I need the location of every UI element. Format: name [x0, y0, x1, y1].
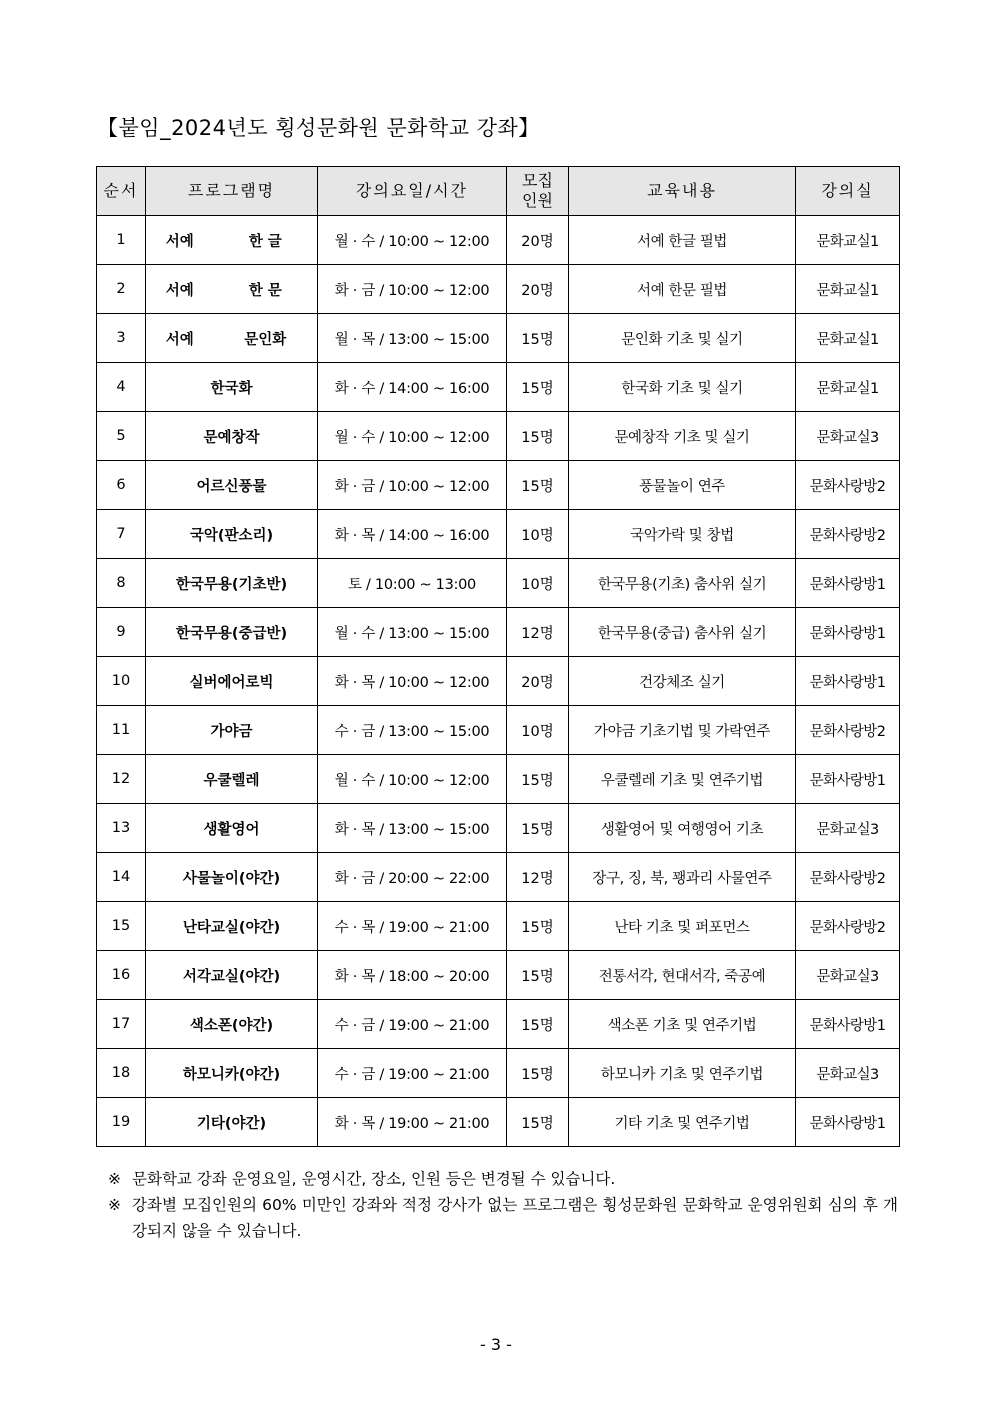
- content-cell: 기타 기초 및 연주기법: [569, 1098, 796, 1147]
- room-cell: 문화교실3: [796, 412, 900, 461]
- capacity-cell: 15명: [507, 314, 569, 363]
- program-subname: 한 글: [214, 216, 318, 265]
- program-name: 한국화: [146, 363, 318, 412]
- content-cell: 한국화 기초 및 실기: [569, 363, 796, 412]
- table-row: [97, 216, 900, 265]
- row-number: 11: [97, 706, 146, 755]
- program-category: 서예: [146, 265, 214, 314]
- room-cell: 문화사랑방1: [796, 657, 900, 706]
- schedule-cell: 월 · 수 / 10:00 ~ 12:00: [318, 755, 507, 804]
- row-number: 19: [97, 1098, 146, 1147]
- content-cell: 서예 한글 필법: [569, 216, 796, 265]
- capacity-cell: 20명: [507, 657, 569, 706]
- program-name: 사물놀이(야간): [146, 853, 318, 902]
- capacity-cell: 15명: [507, 363, 569, 412]
- schedule-cell: 화 · 목 / 13:00 ~ 15:00: [318, 804, 507, 853]
- table-row: [97, 608, 900, 657]
- room-cell: 문화교실3: [796, 951, 900, 1000]
- row-number: 16: [97, 951, 146, 1000]
- content-cell: 색소폰 기초 및 연주기법: [569, 1000, 796, 1049]
- room-cell: 문화사랑방2: [796, 706, 900, 755]
- row-number: 6: [97, 461, 146, 510]
- table-row: [97, 510, 900, 559]
- content-cell: 난타 기초 및 퍼포먼스: [569, 902, 796, 951]
- note-text: 문화학교 강좌 운영요일, 운영시간, 장소, 인원 등은 변경될 수 있습니다.: [132, 1170, 616, 1188]
- capacity-cell: 12명: [507, 608, 569, 657]
- row-number: 2: [97, 265, 146, 314]
- header-recruit: [507, 167, 569, 216]
- capacity-cell: 20명: [507, 265, 569, 314]
- program-name: 난타교실(야간): [146, 902, 318, 951]
- program-name: 기타(야간): [146, 1098, 318, 1147]
- schedule-cell: 화 · 금 / 20:00 ~ 22:00: [318, 853, 507, 902]
- content-cell: 서예 한문 필법: [569, 265, 796, 314]
- content-cell: 문예창작 기초 및 실기: [569, 412, 796, 461]
- table-row: [97, 951, 900, 1000]
- program-name: 국악(판소리): [146, 510, 318, 559]
- schedule-cell: 화 · 목 / 19:00 ~ 21:00: [318, 1098, 507, 1147]
- capacity-cell: 15명: [507, 951, 569, 1000]
- row-number: 1: [97, 216, 146, 265]
- program-name: 가야금: [146, 706, 318, 755]
- schedule-cell: 화 · 수 / 14:00 ~ 16:00: [318, 363, 507, 412]
- table-row: [97, 559, 900, 608]
- content-cell: 풍물놀이 연주: [569, 461, 796, 510]
- room-cell: 문화사랑방1: [796, 559, 900, 608]
- header-content: 교육내용: [569, 167, 796, 216]
- table-row: [97, 461, 900, 510]
- room-cell: 문화사랑방1: [796, 1000, 900, 1049]
- table-row: [97, 902, 900, 951]
- room-cell: 문화교실3: [796, 1049, 900, 1098]
- table-body: [97, 216, 900, 1147]
- table-row: [97, 265, 900, 314]
- schedule-cell: 화 · 목 / 18:00 ~ 20:00: [318, 951, 507, 1000]
- row-number: 9: [97, 608, 146, 657]
- capacity-cell: 12명: [507, 853, 569, 902]
- note-item: [108, 1192, 898, 1244]
- note-mark: ※: [108, 1196, 121, 1214]
- program-name: 한국무용(중급반): [146, 608, 318, 657]
- program-name: 문예창작: [146, 412, 318, 461]
- capacity-cell: 15명: [507, 755, 569, 804]
- note-text: 강좌별 모집인원의 60% 미만인 강좌와 적정 강사가 없는 프로그램은 횡성문화원 문화학교 운영위원회 심의 후 개강되지 않을 수 있습니다.: [132, 1196, 898, 1240]
- note-item: [108, 1166, 898, 1192]
- row-number: 18: [97, 1049, 146, 1098]
- content-cell: 생활영어 및 여행영어 기초: [569, 804, 796, 853]
- content-cell: 한국무용(중급) 춤사위 실기: [569, 608, 796, 657]
- schedule-cell: 수 · 금 / 19:00 ~ 21:00: [318, 1000, 507, 1049]
- table-row: [97, 755, 900, 804]
- row-number: 14: [97, 853, 146, 902]
- capacity-cell: 10명: [507, 559, 569, 608]
- schedule-cell: 월 · 수 / 10:00 ~ 12:00: [318, 216, 507, 265]
- row-number: 10: [97, 657, 146, 706]
- row-number: 15: [97, 902, 146, 951]
- header-recruit-line1: 모집: [522, 171, 553, 190]
- room-cell: 문화교실1: [796, 314, 900, 363]
- table-header-row: [97, 167, 900, 216]
- schedule-cell: 월 · 수 / 13:00 ~ 15:00: [318, 608, 507, 657]
- program-name: 서각교실(야간): [146, 951, 318, 1000]
- program-name: 생활영어: [146, 804, 318, 853]
- row-number: 7: [97, 510, 146, 559]
- table-row: [97, 1049, 900, 1098]
- table-row: [97, 1098, 900, 1147]
- schedule-cell: 수 · 금 / 13:00 ~ 15:00: [318, 706, 507, 755]
- room-cell: 문화교실1: [796, 216, 900, 265]
- table-row: [97, 706, 900, 755]
- table-row: [97, 853, 900, 902]
- capacity-cell: 10명: [507, 706, 569, 755]
- table-row: [97, 657, 900, 706]
- note-mark: ※: [108, 1170, 121, 1188]
- schedule-cell: 화 · 금 / 10:00 ~ 12:00: [318, 461, 507, 510]
- schedule-cell: 수 · 금 / 19:00 ~ 21:00: [318, 1049, 507, 1098]
- room-cell: 문화사랑방1: [796, 1098, 900, 1147]
- content-cell: 국악가락 및 창법: [569, 510, 796, 559]
- program-category: 서예: [146, 216, 214, 265]
- room-cell: 문화사랑방1: [796, 755, 900, 804]
- content-cell: 전통서각, 현대서각, 죽공예: [569, 951, 796, 1000]
- row-number: 12: [97, 755, 146, 804]
- room-cell: 문화사랑방2: [796, 510, 900, 559]
- schedule-cell: 토 / 10:00 ~ 13:00: [318, 559, 507, 608]
- program-category: 서예: [146, 314, 214, 363]
- table-row: [97, 1000, 900, 1049]
- content-cell: 한국무용(기초) 춤사위 실기: [569, 559, 796, 608]
- schedule-cell: 월 · 수 / 10:00 ~ 12:00: [318, 412, 507, 461]
- course-table: [96, 166, 900, 1147]
- table-row: [97, 314, 900, 363]
- capacity-cell: 15명: [507, 804, 569, 853]
- capacity-cell: 15명: [507, 902, 569, 951]
- header-room: 강의실: [796, 167, 900, 216]
- header-schedule: 강의요일/시간: [318, 167, 507, 216]
- room-cell: 문화교실1: [796, 265, 900, 314]
- capacity-cell: 20명: [507, 216, 569, 265]
- schedule-cell: 화 · 목 / 14:00 ~ 16:00: [318, 510, 507, 559]
- capacity-cell: 10명: [507, 510, 569, 559]
- program-name: 한국무용(기초반): [146, 559, 318, 608]
- room-cell: 문화사랑방1: [796, 608, 900, 657]
- capacity-cell: 15명: [507, 1000, 569, 1049]
- schedule-cell: 화 · 목 / 10:00 ~ 12:00: [318, 657, 507, 706]
- row-number: 13: [97, 804, 146, 853]
- content-cell: 하모니카 기초 및 연주기법: [569, 1049, 796, 1098]
- document-title: 【붙임_2024년도 횡성문화원 문화학교 강좌】: [97, 116, 540, 140]
- header-program: 프로그램명: [146, 167, 318, 216]
- content-cell: 우쿨렐레 기초 및 연주기법: [569, 755, 796, 804]
- program-name: 하모니카(야간): [146, 1049, 318, 1098]
- program-name: 색소폰(야간): [146, 1000, 318, 1049]
- row-number: 3: [97, 314, 146, 363]
- capacity-cell: 15명: [507, 461, 569, 510]
- room-cell: 문화교실3: [796, 804, 900, 853]
- row-number: 17: [97, 1000, 146, 1049]
- program-subname: 한 문: [214, 265, 318, 314]
- schedule-cell: 월 · 목 / 13:00 ~ 15:00: [318, 314, 507, 363]
- page-number: - 3 -: [480, 1335, 512, 1354]
- room-cell: 문화교실1: [796, 363, 900, 412]
- capacity-cell: 15명: [507, 1049, 569, 1098]
- row-number: 4: [97, 363, 146, 412]
- schedule-cell: 수 · 목 / 19:00 ~ 21:00: [318, 902, 507, 951]
- room-cell: 문화사랑방2: [796, 853, 900, 902]
- table-row: [97, 363, 900, 412]
- program-name: 어르신풍물: [146, 461, 318, 510]
- table-row: [97, 412, 900, 461]
- content-cell: 문인화 기초 및 실기: [569, 314, 796, 363]
- content-cell: 건강체조 실기: [569, 657, 796, 706]
- row-number: 8: [97, 559, 146, 608]
- header-recruit-line2: 인원: [522, 191, 553, 210]
- program-name: 실버에어로빅: [146, 657, 318, 706]
- content-cell: 장구, 징, 북, 꽹과리 사물연주: [569, 853, 796, 902]
- room-cell: 문화사랑방2: [796, 461, 900, 510]
- content-cell: 가야금 기초기법 및 가락연주: [569, 706, 796, 755]
- row-number: 5: [97, 412, 146, 461]
- capacity-cell: 15명: [507, 1098, 569, 1147]
- notes: [108, 1166, 898, 1244]
- program-name: 우쿨렐레: [146, 755, 318, 804]
- schedule-cell: 화 · 금 / 10:00 ~ 12:00: [318, 265, 507, 314]
- header-no: 순서: [97, 167, 146, 216]
- room-cell: 문화사랑방2: [796, 902, 900, 951]
- program-subname: 문인화: [214, 314, 318, 363]
- capacity-cell: 15명: [507, 412, 569, 461]
- table-row: [97, 804, 900, 853]
